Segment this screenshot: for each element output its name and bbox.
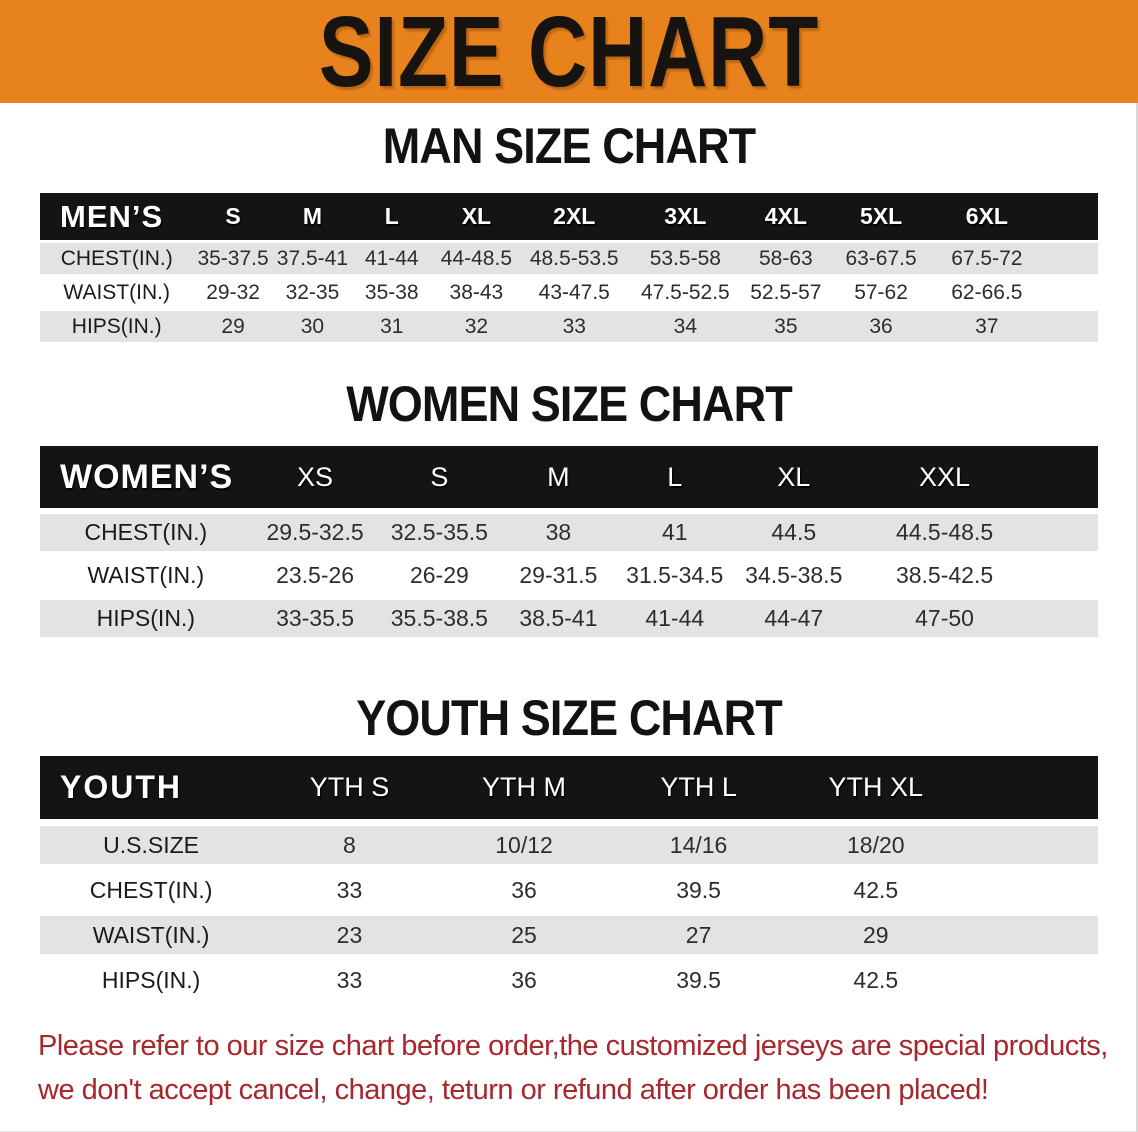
row-spacer-cell [966,871,1098,909]
table-row [40,826,1098,864]
size-value-cell: 29-32 [193,277,272,308]
size-column-header: XL [733,446,855,508]
table-row [40,916,1098,954]
size-value-cell: 52.5-57 [744,277,829,308]
women-size-section [40,376,1098,643]
size-value-cell: 30 [273,311,352,342]
women-section-heading: WOMEN SIZE CHART [346,376,792,432]
table-row [40,600,1098,637]
size-value-cell: 31.5-34.5 [617,557,733,594]
size-value-cell: 43-47.5 [521,277,627,308]
row-label: CHEST(IN.) [40,514,252,551]
size-column-header: 2XL [521,193,627,240]
size-value-cell: 48.5-53.5 [521,243,627,274]
size-value-cell: 33-35.5 [252,600,379,637]
table-corner-label: WOMEN’S [40,446,252,508]
size-value-cell: 41-44 [617,600,733,637]
size-value-cell: 35-38 [352,277,431,308]
disclaimer-note [0,1024,1138,1112]
size-column-header: L [617,446,733,508]
size-column-header: M [273,193,352,240]
size-column-header: 3XL [627,193,743,240]
size-value-cell: 38 [500,514,616,551]
youth-size-section [40,690,1098,1006]
size-value-cell: 23 [262,916,437,954]
size-value-cell: 26-29 [379,557,501,594]
size-value-cell: 38.5-41 [500,600,616,637]
row-label: CHEST(IN.) [40,871,262,909]
size-value-cell: 18/20 [786,826,966,864]
size-column-header: YTH M [437,756,612,819]
size-column-header: 6XL [934,193,1040,240]
size-value-cell: 44-48.5 [431,243,521,274]
size-value-cell: 38.5-42.5 [855,557,1035,594]
row-spacer-cell [1034,557,1098,594]
header-spacer-cell [966,756,1098,819]
size-value-cell: 44.5 [733,514,855,551]
size-value-cell: 33 [521,311,627,342]
size-column-header: M [500,446,616,508]
row-label: WAIST(IN.) [40,277,193,308]
womens-size-table [40,440,1098,643]
size-value-cell: 62-66.5 [934,277,1040,308]
table-header-row [40,756,1098,819]
size-value-cell: 67.5-72 [934,243,1040,274]
size-value-cell: 33 [262,871,437,909]
table-row [40,557,1098,594]
size-value-cell: 34.5-38.5 [733,557,855,594]
size-value-cell: 42.5 [786,871,966,909]
row-label: HIPS(IN.) [40,600,252,637]
size-value-cell: 38-43 [431,277,521,308]
header-spacer-cell [1034,446,1098,508]
size-value-cell: 25 [437,916,612,954]
size-column-header: L [352,193,431,240]
size-value-cell: 32 [431,311,521,342]
size-value-cell: 10/12 [437,826,612,864]
row-spacer-cell [1040,277,1098,308]
table-header-row [40,193,1098,240]
table-row [40,961,1098,999]
size-column-header: S [193,193,272,240]
size-chart-banner [0,0,1138,103]
table-corner-label: MEN’S [40,193,193,240]
row-spacer-cell [1040,243,1098,274]
row-label: WAIST(IN.) [40,557,252,594]
table-row [40,243,1098,274]
size-value-cell: 36 [437,871,612,909]
row-label: CHEST(IN.) [40,243,193,274]
table-row [40,277,1098,308]
size-column-header: 4XL [744,193,829,240]
size-column-header: YTH L [611,756,786,819]
row-spacer-cell [966,961,1098,999]
row-spacer-cell [1040,311,1098,342]
size-value-cell: 47.5-52.5 [627,277,743,308]
size-column-header: 5XL [828,193,934,240]
size-value-cell: 41 [617,514,733,551]
youth-section-heading: YOUTH SIZE CHART [356,690,782,746]
size-value-cell: 53.5-58 [627,243,743,274]
size-value-cell: 27 [611,916,786,954]
size-value-cell: 39.5 [611,871,786,909]
row-spacer-cell [966,826,1098,864]
size-value-cell: 31 [352,311,431,342]
row-label: U.S.SIZE [40,826,262,864]
size-value-cell: 34 [627,311,743,342]
size-value-cell: 39.5 [611,961,786,999]
size-column-header: YTH S [262,756,437,819]
size-value-cell: 63-67.5 [828,243,934,274]
size-value-cell: 29-31.5 [500,557,616,594]
size-value-cell: 8 [262,826,437,864]
size-chart-body [0,118,1138,1006]
size-value-cell: 57-62 [828,277,934,308]
size-value-cell: 42.5 [786,961,966,999]
size-value-cell: 44.5-48.5 [855,514,1035,551]
row-label: HIPS(IN.) [40,961,262,999]
row-spacer-cell [1034,514,1098,551]
size-value-cell: 35.5-38.5 [379,600,501,637]
size-column-header: XS [252,446,379,508]
size-value-cell: 58-63 [744,243,829,274]
table-row [40,871,1098,909]
table-row [40,311,1098,342]
size-value-cell: 29 [786,916,966,954]
row-label: WAIST(IN.) [40,916,262,954]
size-value-cell: 35 [744,311,829,342]
size-value-cell: 29.5-32.5 [252,514,379,551]
size-value-cell: 47-50 [855,600,1035,637]
size-value-cell: 41-44 [352,243,431,274]
size-value-cell: 36 [828,311,934,342]
youth-size-table [40,749,1098,1006]
size-value-cell: 44-47 [733,600,855,637]
banner-title: SIZE CHART [318,0,820,103]
size-value-cell: 37.5-41 [273,243,352,274]
mens-size-table [40,190,1098,345]
size-value-cell: 37 [934,311,1040,342]
disclaimer-line-1: Please refer to our size chart before order,the customized jerseys are special products, [38,1030,1108,1062]
table-row [40,514,1098,551]
size-value-cell: 33 [262,961,437,999]
size-column-header: XXL [855,446,1035,508]
size-value-cell: 23.5-26 [252,557,379,594]
size-value-cell: 32.5-35.5 [379,514,501,551]
man-section-heading: MAN SIZE CHART [382,118,756,174]
row-spacer-cell [966,916,1098,954]
size-value-cell: 36 [437,961,612,999]
header-spacer-cell [1040,193,1098,240]
table-header-row [40,446,1098,508]
size-value-cell: 14/16 [611,826,786,864]
size-value-cell: 32-35 [273,277,352,308]
size-column-header: XL [431,193,521,240]
size-column-header: YTH XL [786,756,966,819]
row-label: HIPS(IN.) [40,311,193,342]
table-corner-label: YOUTH [40,756,262,819]
size-value-cell: 35-37.5 [193,243,272,274]
size-column-header: S [379,446,501,508]
size-value-cell: 29 [193,311,272,342]
row-spacer-cell [1034,600,1098,637]
disclaimer-line-2: we don't accept cancel, change, teturn or refund after order has been placed! [38,1074,989,1106]
man-size-section [40,118,1098,345]
